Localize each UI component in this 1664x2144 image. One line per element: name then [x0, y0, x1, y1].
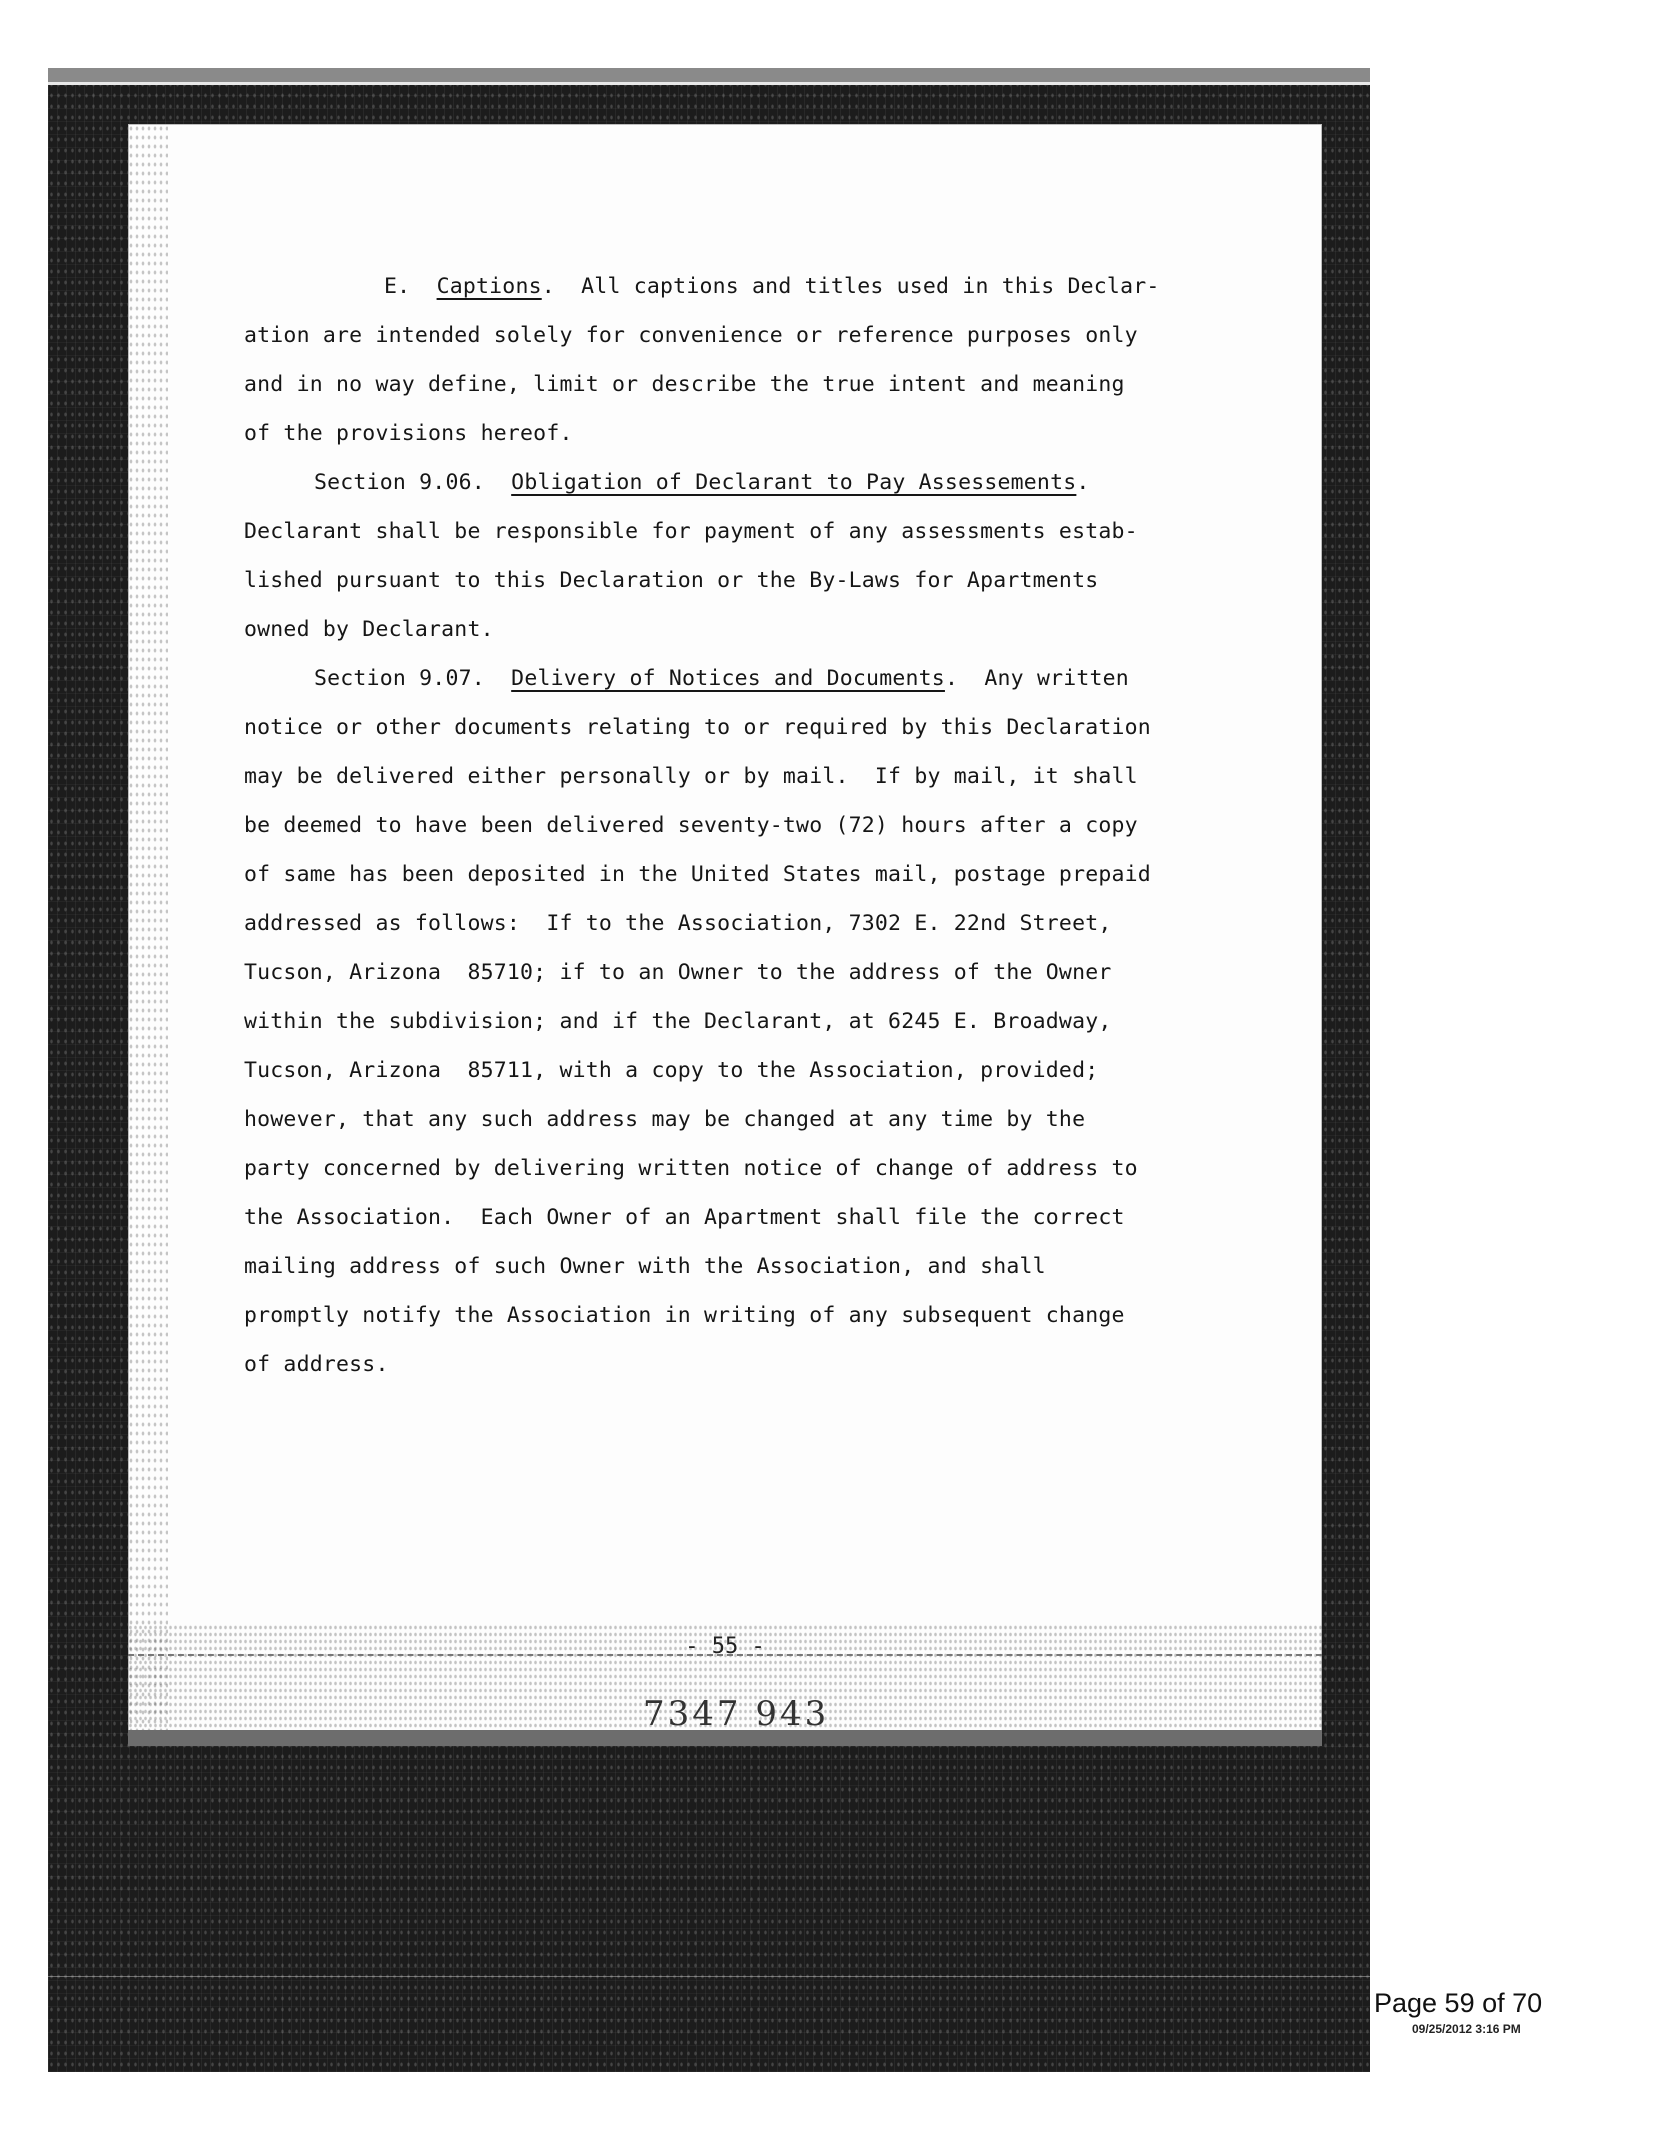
document-line — [244, 360, 1224, 409]
scan-noise-left — [128, 124, 168, 1746]
print-timestamp: 09/25/2012 3:16 PM — [1412, 2022, 1521, 2036]
text-run: Tucson, Arizona 85711, with a copy to the Association, provided; — [244, 1058, 1099, 1083]
text-run: of the provisions hereof. — [244, 421, 573, 446]
document-line — [244, 948, 1224, 997]
text-run: . — [1076, 470, 1090, 495]
document-line — [244, 311, 1224, 360]
recording-book-number: 7347 943 — [643, 1694, 830, 1734]
text-run: be deemed to have been delivered seventy-two (72) hours after a copy — [244, 813, 1138, 838]
document-line — [244, 1242, 1224, 1291]
document-line — [244, 654, 1224, 703]
document-line — [244, 1095, 1224, 1144]
document-line — [244, 703, 1224, 752]
text-run: E. — [384, 274, 437, 299]
document-line — [244, 997, 1224, 1046]
scan-bottom-rule — [48, 1976, 1370, 1977]
document-line — [244, 262, 1224, 311]
text-run: ation are intended solely for convenience or reference purposes only — [244, 323, 1138, 348]
document-line — [244, 1193, 1224, 1242]
underlined-heading: Obligation of Declarant to Pay Assessements — [511, 470, 1077, 495]
text-run: however, that any such address may be changed at any time by the — [244, 1107, 1086, 1132]
document-line — [244, 507, 1224, 556]
document-paper — [128, 124, 1322, 1746]
document-line — [244, 899, 1224, 948]
text-run: lished pursuant to this Declaration or the By-Laws for Apartments — [244, 568, 1099, 593]
document-line — [244, 458, 1224, 507]
text-run: Declarant shall be responsible for payment of any assessments estab- — [244, 519, 1138, 544]
document-body — [244, 262, 1224, 1389]
text-run: mailing address of such Owner with the Association, and shall — [244, 1254, 1046, 1279]
text-run: and in no way define, limit or describe the true intent and meaning — [244, 372, 1125, 397]
page-count-label: Page 59 of 70 — [1374, 1988, 1543, 2018]
underlined-heading: Delivery of Notices and Documents — [511, 666, 945, 691]
text-run: . Any written — [944, 666, 1129, 691]
document-line — [244, 850, 1224, 899]
scan-top-rule — [48, 82, 1370, 85]
document-line — [244, 1291, 1224, 1340]
text-run: within the subdivision; and if the Declarant, at 6245 E. Broadway, — [244, 1009, 1112, 1034]
text-run: . All captions and titles used in this Declar- — [541, 274, 1160, 299]
text-run: Section 9.07. — [314, 666, 512, 691]
scan-top-strip — [48, 68, 1370, 82]
text-run: addressed as follows: If to the Association, 7302 E. 22nd Street, — [244, 911, 1112, 936]
document-line — [244, 605, 1224, 654]
text-run: owned by Declarant. — [244, 617, 494, 642]
text-run: party concerned by delivering written notice of change of address to — [244, 1156, 1138, 1181]
document-line — [244, 801, 1224, 850]
text-run: of same has been deposited in the United States mail, postage prepaid — [244, 862, 1151, 887]
text-run: the Association. Each Owner of an Apartment shall file the correct — [244, 1205, 1125, 1230]
text-run: promptly notify the Association in writing of any subsequent change — [244, 1303, 1125, 1328]
document-line — [244, 1144, 1224, 1193]
document-line — [244, 752, 1224, 801]
underlined-heading: Captions — [436, 274, 542, 299]
document-line — [244, 1340, 1224, 1389]
text-run: notice or other documents relating to or required by this Declaration — [244, 715, 1151, 740]
text-run: may be delivered either personally or by mail. If by mail, it shall — [244, 764, 1138, 789]
text-run: Tucson, Arizona 85710; if to an Owner to the address of the Owner — [244, 960, 1112, 985]
document-line — [244, 409, 1224, 458]
document-line — [244, 1046, 1224, 1095]
page-number: - 55 - — [685, 1634, 765, 1659]
document-line — [244, 556, 1224, 605]
text-run: Section 9.06. — [314, 470, 512, 495]
text-run: of address. — [244, 1352, 389, 1377]
scanned-page-frame — [48, 68, 1370, 2072]
